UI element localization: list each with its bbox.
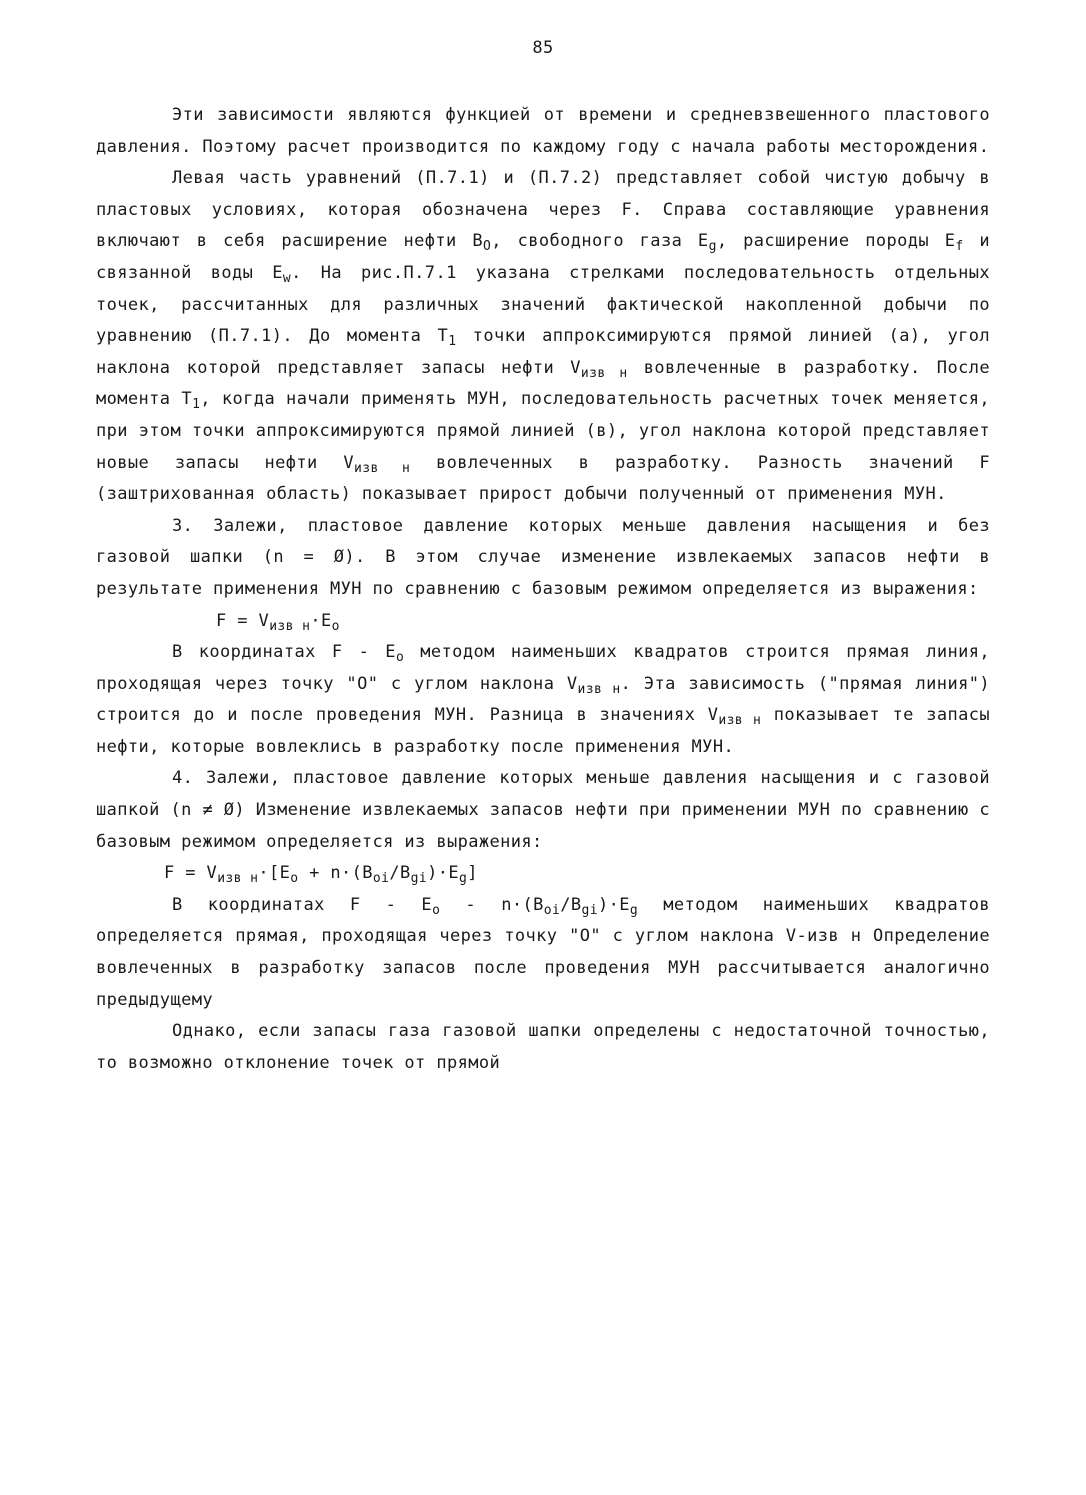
formula-case-3: $F = V_{изв н}\cdot E_o$ bbox=[216, 610, 340, 634]
paragraph-left-side-equation: Левая часть уравнений (П.7.1) и (П.7.2) представляет собой чистую добычу в пластовых условиях, которая обозначена через F. Справа составляющие уравнения включают в себя расширение нефти $B_O$, свободного газа $E_g$, расширение породы $E_f$ и связанной воды $E_w$. На рис.П.7.1 указана стрелками последовательность отдельных точек, рассчитанных для различных значений фактической накопленной добычи по уравнению (П.7.1). До момента $T_1$ точки аппроксимируются прямой линией (а), угол наклона которой представляет запасы нефти $V_{изв н}$ вовлеченные в разработку. После момента $T_1$, когда начали применять МУН, последовательность расчетных точек меняется, при этом точки аппроксимируются прямой линией (в), угол наклона которой представляет новые запасы нефти $V_{изв н}$ вовлеченных в разработку. Разность значений F (заштрихованная область) показывает прирост добычи полученный от применения МУН. bbox=[96, 168, 991, 505]
paragraph-however: Однако, если запасы газа газовой шапки определены с недостаточной точностью, то возможно отклонение точек от прямой bbox=[96, 1021, 990, 1073]
paragraph-case-3: 3. Залежи, пластовое давление которых меньше давления насыщения и без газовой шапки (n = Ø). В этом случае изменение извлекаемых запасов нефти в результате применения МУН по сравнению с базовым режимом определяется из выражения: bbox=[96, 515, 990, 599]
paragraph-coordinates-f-eo: В координатах F - $E_o$ методом наименьших квадратов строится прямая линия, проходящая через точку "O" с углом наклона $V_{изв н}$. Эта зависимость ("прямая линия") строится до и после проведения МУН. Разница в значениях $V_{изв н}$ показывает те запасы нефти, которые вовлеклись в разработку после применения МУН. bbox=[96, 642, 990, 757]
paragraph-case-4: 4. Залежи, пластовое давление которых меньше давления насыщения и с газовой шапкой (n ≠ Ø) Изменение извлекаемых запасов нефти при применении МУН по сравнению с базовым режимом определяется из выражения: bbox=[96, 768, 990, 852]
formula-case-4: $F = V_{изв н}\cdot[E_o + n\cdot(B_{oi}/B_{gi})\cdot E_g]$ bbox=[164, 863, 478, 887]
paragraph-coordinates-case-4: В координатах $F - E_o - n\cdot(B_{oi}/B_{gi})\cdot E_g$ методом наименьших квадратов определяется прямая, проходящая через точку "O" с углом наклона V-изв н Определение вовлеченных в разработку запасов после проведения МУН рассчитывается аналогично предыдущему bbox=[96, 894, 990, 1010]
paragraph-dependencies: Эти зависимости являются функцией от времени и средневзвешенного пластового давления. Поэтому расчет производится по каждому году с начала работы месторождения. bbox=[96, 105, 990, 157]
page-number: 85 bbox=[532, 38, 554, 58]
document-body bbox=[96, 100, 990, 1079]
